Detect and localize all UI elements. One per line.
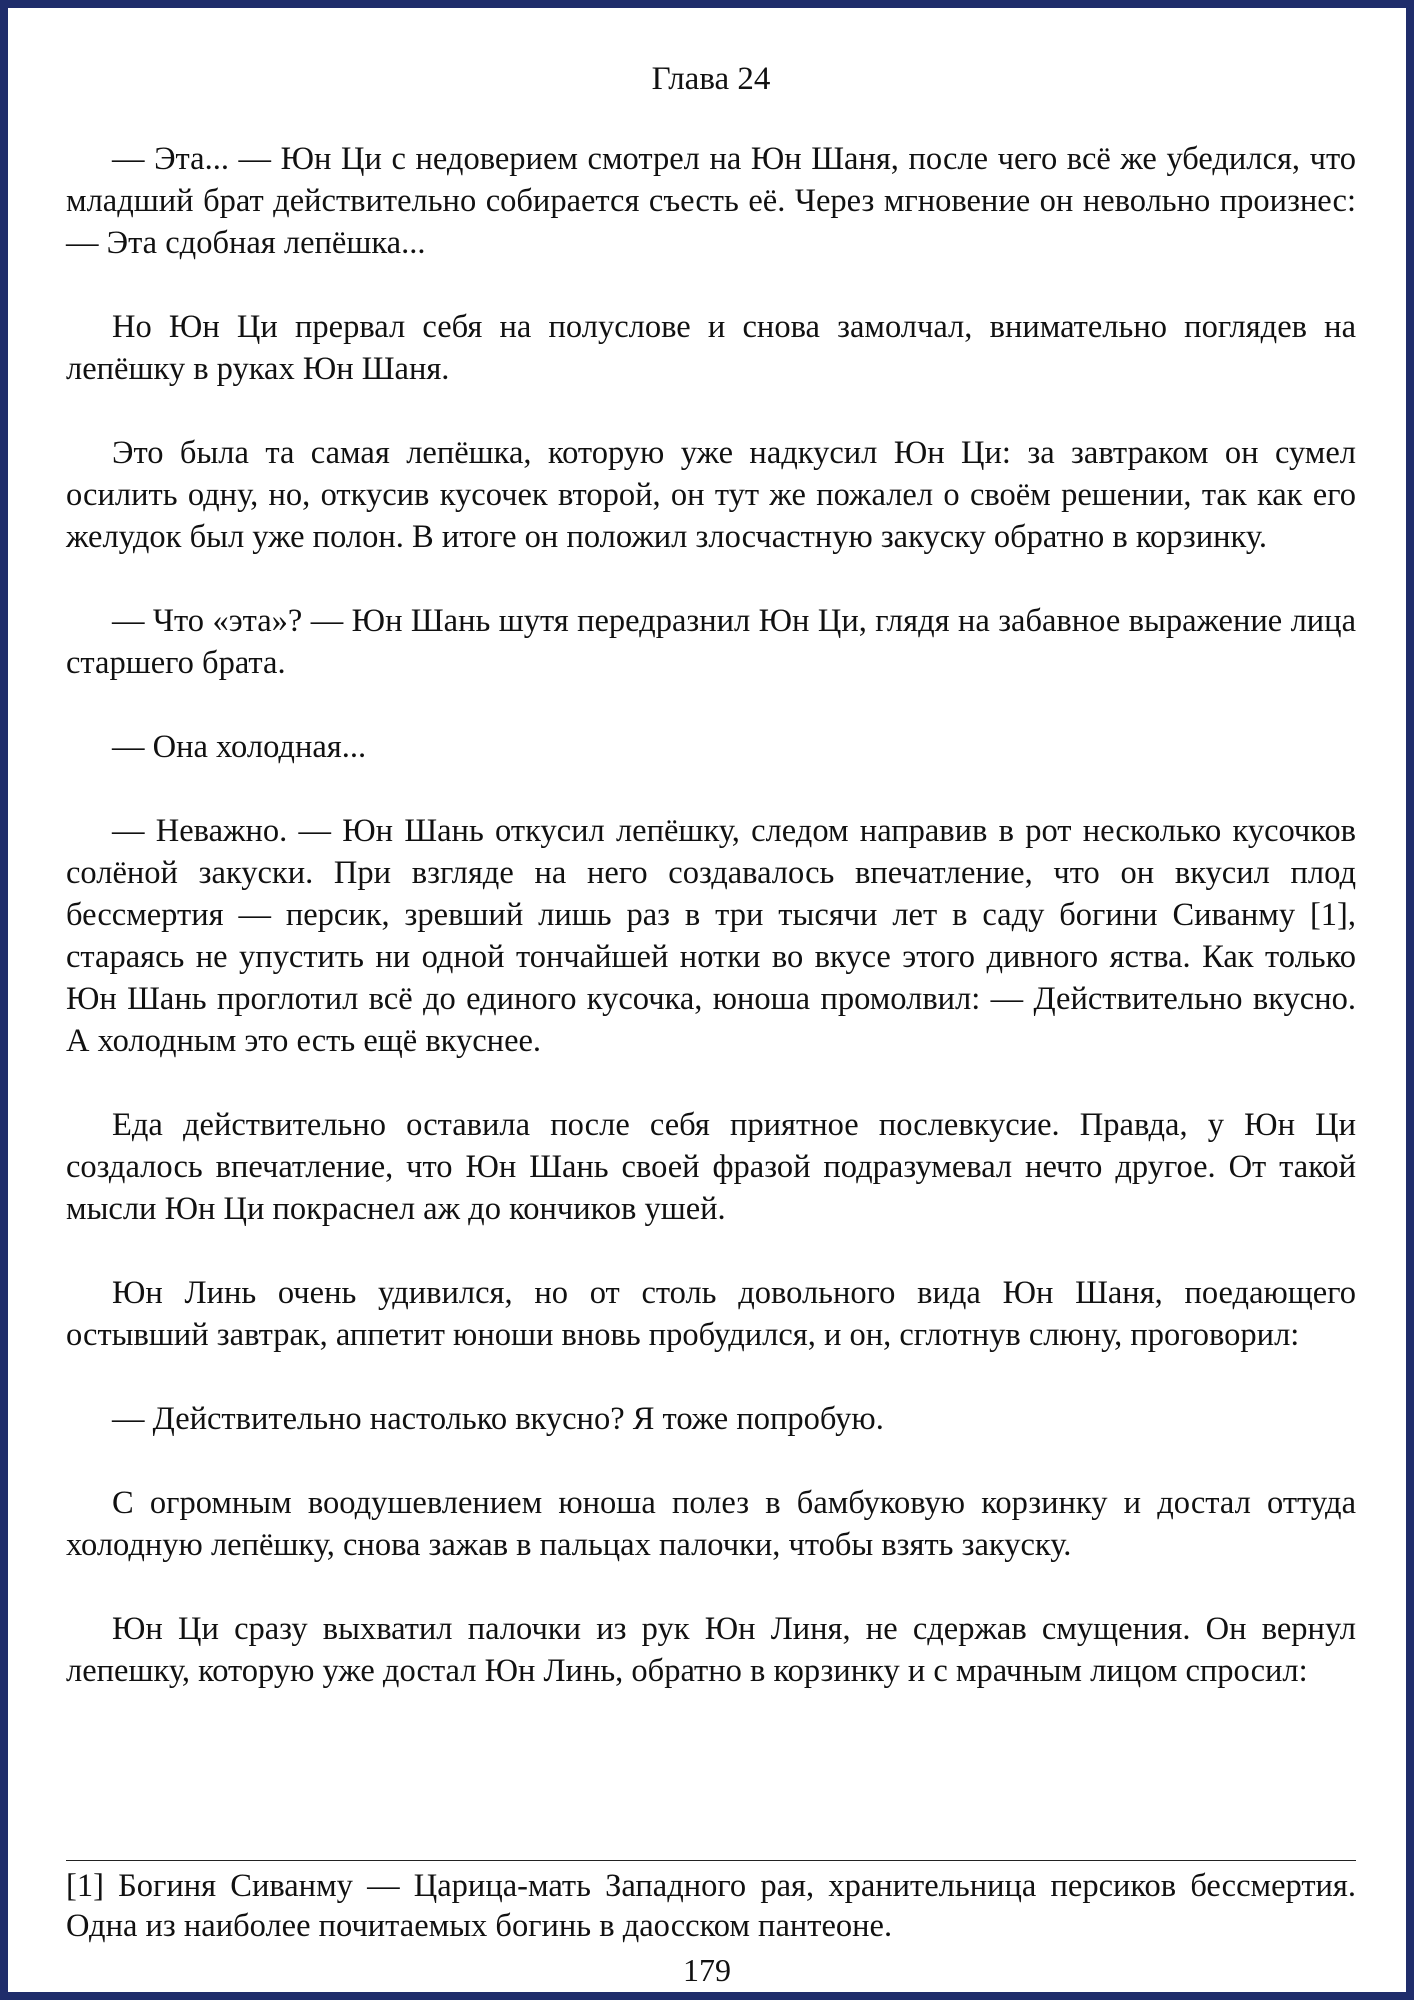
paragraph: Еда действительно оставила после себя приятное послевкусие. Правда, у Юн Ци создалось впечатление, что Юн Шань своей фразой подразумевал нечто другое. От такой мысли Юн Ци покраснел аж до кончиков ушей. bbox=[66, 1107, 1356, 1227]
paragraph: — Неважно. — Юн Шань откусил лепёшку, следом направив в рот несколько кусочков солёной закуски. При взгляде на него создавалось впечатление, что он вкусил плод бессмертия — персик, зревший лишь раз в три тысячи лет в саду богини Сиванму [1], стараясь не упустить ни одной тончайшей нотки во вкусе этого дивного яства. Как только Юн Шань проглотил всё до единого кусочка, юноша промолвил: — Действительно вкусно. А холодным это есть ещё вкуснее. bbox=[66, 813, 1356, 1059]
paragraph: Юн Линь очень удивился, но от столь довольного вида Юн Шаня, поедающего остывший завтрак, аппетит юноши вновь пробудился, и он, сглотнув слюну, проговорил: bbox=[66, 1275, 1356, 1353]
paragraph: — Что «эта»? — Юн Шань шутя передразнил Юн Ци, глядя на забавное выражение лица старшего брата. bbox=[66, 603, 1356, 681]
chapter-title: Глава 24 bbox=[651, 61, 771, 97]
paragraph: — Действительно настолько вкусно? Я тоже попробую. bbox=[112, 1401, 884, 1437]
paragraph: — Эта... — Юн Ци с недоверием смотрел на Юн Шаня, после чего всё же убедился, что младший брат действительно собирается съесть её. Через мгновение он невольно произнес: — Эта сдобная лепёшка... bbox=[66, 141, 1356, 261]
footnote: [1] Богиня Сиванму — Царица-мать Западного рая, хранительница персиков бессмертия. Одна из наиболее почитаемых богинь в даосском пантеоне. bbox=[66, 1868, 1356, 1944]
page-body bbox=[66, 48, 1356, 1734]
paragraph: С огромным воодушевлением юноша полез в бамбуковую корзинку и достал оттуда холодную лепёшку, снова зажав в пальцах палочки, чтобы взять закуску. bbox=[66, 1485, 1356, 1563]
paragraph: Это была та самая лепёшка, которую уже надкусил Юн Ци: за завтраком он сумел осилить одну, но, откусив кусочек второй, он тут же пожалел о своём решении, так как его желудок был уже полон. В итоге он положил злосчастную закуску обратно в корзинку. bbox=[66, 435, 1356, 555]
paragraph: — Она холодная... bbox=[112, 729, 367, 765]
paragraph: Юн Ци сразу выхватил палочки из рук Юн Линя, не сдержав смущения. Он вернул лепешку, которую уже достал Юн Линь, обратно в корзинку и с мрачным лицом спросил: bbox=[66, 1611, 1356, 1689]
page-number: 179 bbox=[683, 1952, 731, 1988]
paragraph: Но Юн Ци прервал себя на полуслове и снова замолчал, внимательно поглядев на лепёшку в руках Юн Шаня. bbox=[66, 309, 1356, 387]
footnote-divider bbox=[66, 1860, 1356, 1861]
